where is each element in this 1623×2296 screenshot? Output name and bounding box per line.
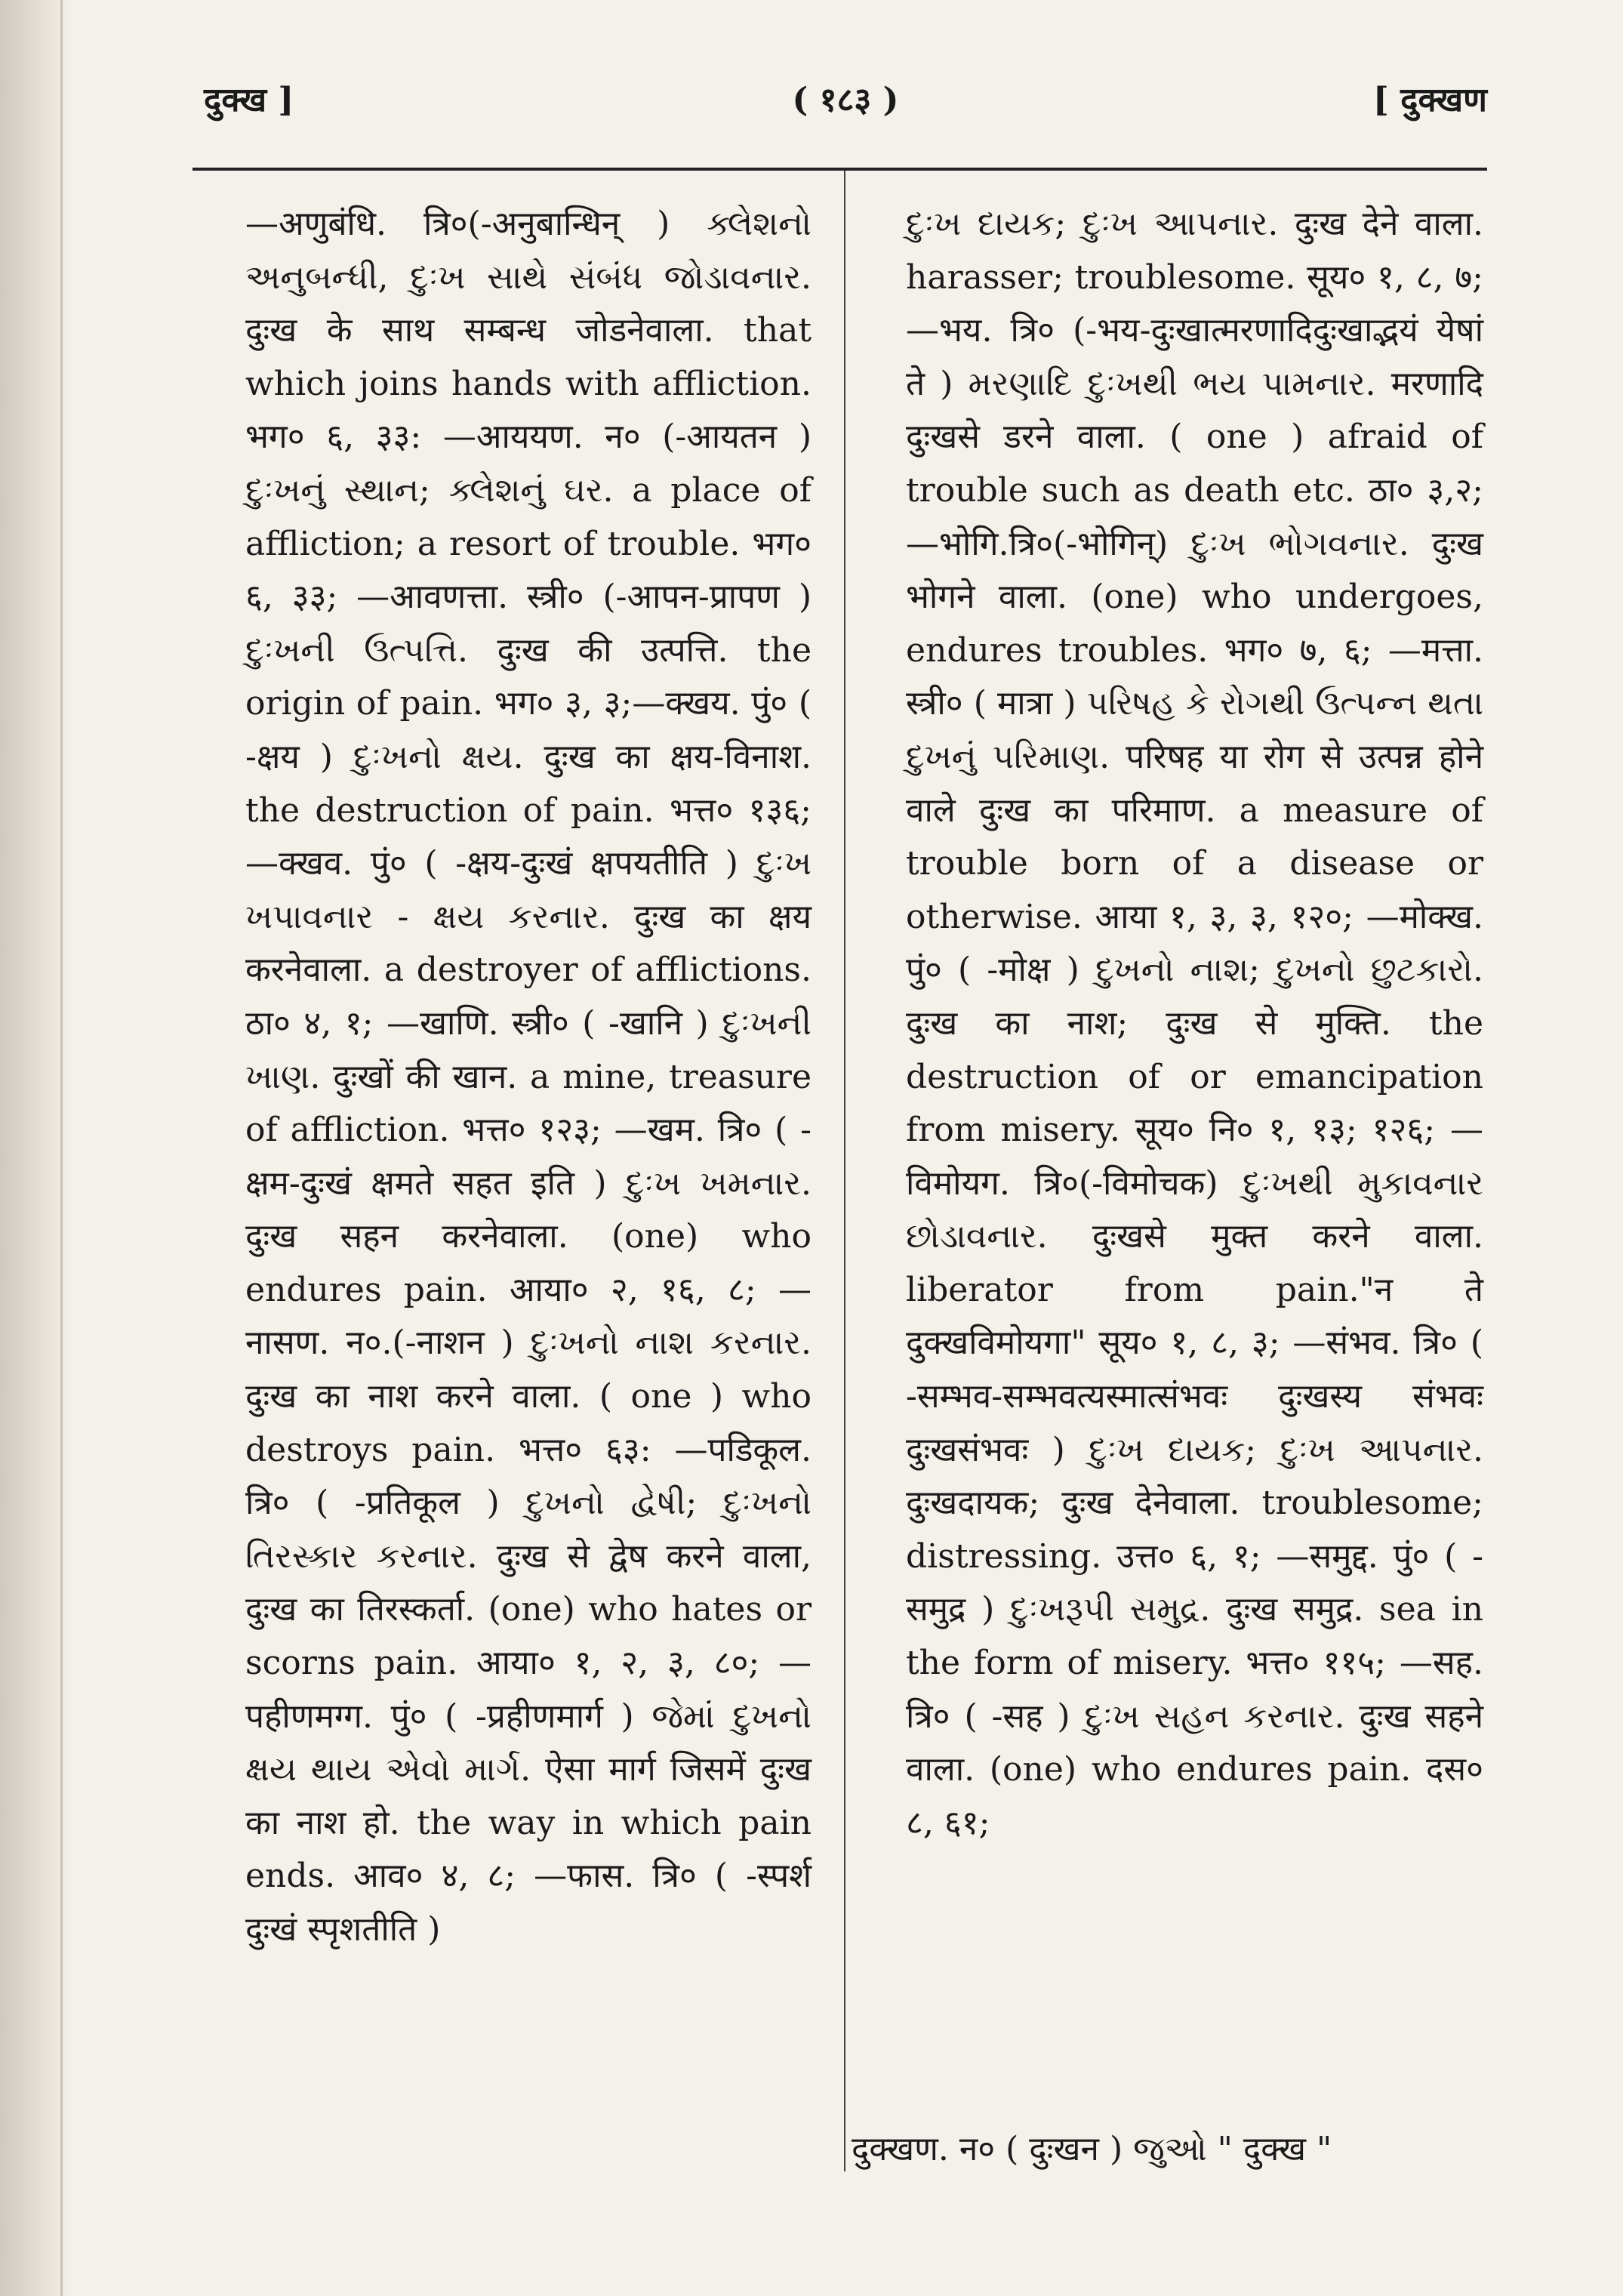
column-separator xyxy=(844,171,845,2171)
next-headword-entry: दुक्खण. न० ( दुःखन ) જુઓ " दुक्ख " xyxy=(852,2130,1332,2168)
right-column xyxy=(906,198,1483,1850)
left-column xyxy=(245,198,812,1957)
page-header xyxy=(204,76,1487,136)
right-column-text: દુઃખ દાયક; દુઃખ આપનાર. दुःख देने वाला. harasser; troublesome. सूय० १, ८, ७; —भय. त्रि० (-भय-दुःखात्मरणादिदुःखाद्भयं येषां ते ) મરણાદિ દુઃખથી ભય પામનાર. मरणादि दुःखसे डरने वाला. ( one ) afraid of trouble such as death etc. ठा० ३,२;—भोगि.त्रि०(-भोगिन्) દુઃખ ભોગવનાર. दुःख भोगने वाला. (one) who undergoes, endures troubles. भग० ७, ६; —मत्ता. स्त्री० ( मात्रा ) પરિષહ કે રોગથી ઉત્પન્ન થતા દુખનું પરિમાણ. परिषह या रोग से उत्पन्न होने वाले दुःख का परिमाण. a measure of trouble born of a disease or otherwise. आया १, ३, ३, १२०; —मोक्ख. पुं० ( -मोक्ष ) દુખનો નાશ; દુખનો છુટકારો. दुःख का नाश; दुःख से मुक्ति. the destruction of or emancipation from misery. सूय० नि० १, १३; १२६; —विमोयग. त्रि०(-विमोचक) દુઃખથી મુકાવનાર છોડાવનાર. दुःखसे मुक्त करने वाला. liberator from pain."न ते दुक्खविमोयगा" सूय० १, ८, ३; —संभव. त्रि० ( -सम्भव-सम्भवत्यस्मात्संभवः दुःखस्य संभवः दुःखसंभवः ) દુઃખ દાયક; દુઃખ આપનાર. दुःखदायक; दुःख देनेवाला. troublesome; distressing. उत्त० ६, १; —समुद्द. पुं० ( -समुद्र ) દુઃખરૂપી સમુદ્ર. दुःख समुद्र. sea in the form of misery. भत्त० ११५; —सह. त्रि० ( -सह ) દુઃખ સહન કરનાર. दुःख सहने वाला. (one) who endures pain. दस० ८, ६१; xyxy=(906,205,1483,1842)
header-rule xyxy=(192,168,1487,171)
left-column-text: —अणुबंधि. त्रि०(-अनुबान्धिन् ) ક્લેશનો અનુબન્ધી, દુઃખ સાથે સંબંધ જોડાવનાર. दुःख के साथ सम्बन्ध जोडनेवाला. that which joins hands with affliction. भग० ६, ३३: —आययण. न० (-आयतन ) દુઃખનું સ્થાન; ક્લેશનું ઘર. a place of affliction; a resort of trouble. भग० ६, ३३; —आवणत्ता. स्त्री० (-आपन-प्रापण ) દુઃખની ઉત્પત્તિ. दुःख की उत्पत्ति. the origin of pain. भग० ३, ३;—क्खय. पुं० ( -क्षय ) દુઃખનો ક્ષય. दुःख का क्षय-विनाश. the destruction of pain. भत्त० १३६; —क्खव. पुं० ( -क्षय-दुःखं क्षपयतीति ) દુઃખ ખપાવનાર - ક્ષય કરનાર. दुःख का क्षय करनेवाला. a destroyer of afflictions. ठा० ४, १; —खाणि. स्त्री० ( -खानि ) દુઃખની ખાણ. दुःखों की खान. a mine, treasure of affliction. भत्त० १२३; —खम. त्रि० ( -क्षम-दुःखं क्षमते सहत इति ) દુઃખ ખમનાર. दुःख सहन करनेवाला. (one) who endures pain. आया० २, १६, ८; —नासण. न०.(-नाशन ) દુઃખનો નાશ કરનાર. दुःख का नाश करने वाला. ( one ) who destroys pain. भत्त० ६३: —पडिकूल. त्रि० ( -प्रतिकूल ) દુખનો દ્વેષી; દુઃખનો તિરસ્કાર કરનાર. दुःख से द्वेष करने वाला, दुःख का तिरस्कर्ता. (one) who hates or scorns pain. आया० १, २, ३, ८०; —पहीणमग्ग. पुं० ( -प्रहीणमार्ग ) જેમાં દુખનો ક્ષય થાય એવો માર્ગ. ऐसा मार्ग जिसमें दुःख का नाश हो. the way in which pain ends. आव० ४, ८; —फास. त्रि० ( -स्पर्श दुःखं स्पृशतीति ) xyxy=(245,205,812,1949)
page-number: ( १८३ ) xyxy=(792,81,899,119)
page-edge xyxy=(60,0,63,2296)
header-right-guide-word: [ दुक्खण xyxy=(1372,81,1487,119)
header-left-guide-word: दुक्ख ] xyxy=(204,81,294,119)
